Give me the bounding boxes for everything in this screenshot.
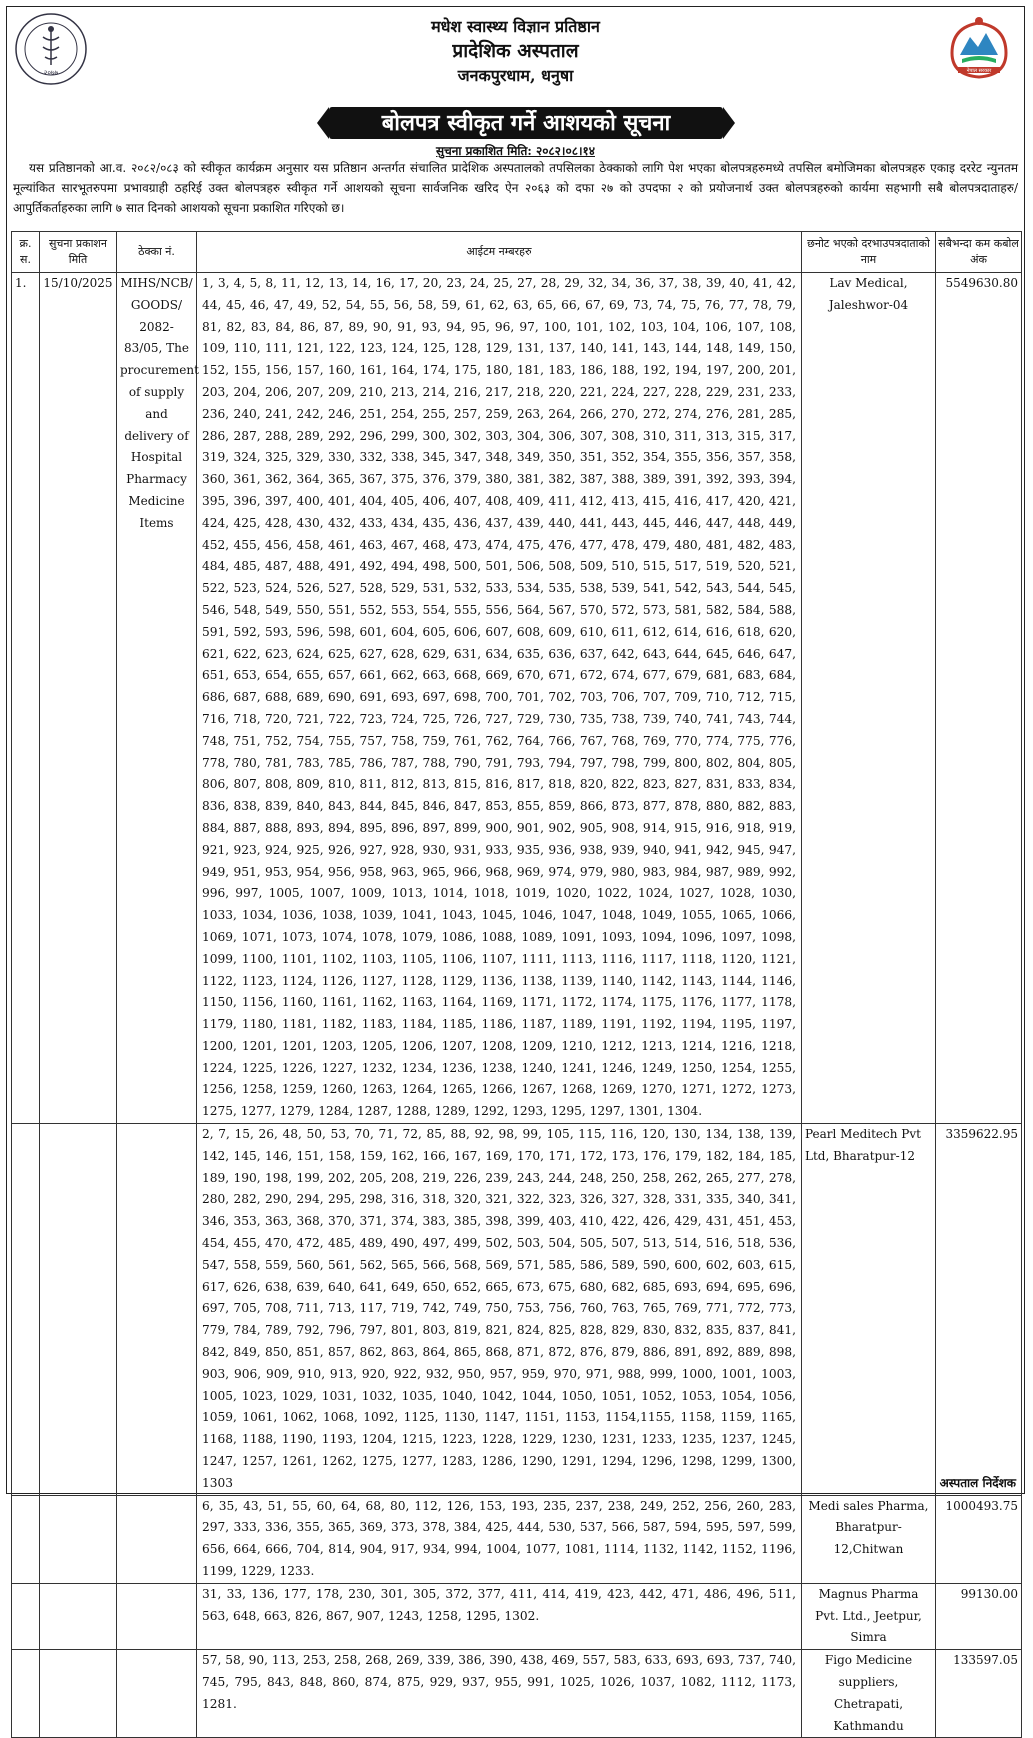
notice-banner: बोलपत्र स्वीकृत गर्ने आशयको सूचना <box>329 107 723 139</box>
table-row <box>12 1495 1022 1583</box>
publish-date: सुचना प्रकाशित मिति: २०८२।०८।१४ <box>436 144 595 158</box>
row-sn <box>12 1124 40 1496</box>
header-items: आईटम नम्बरहरु <box>197 232 802 273</box>
header-contract: ठेक्का नं. <box>117 232 197 273</box>
row-items: 1, 3, 4, 5, 8, 11, 12, 13, 14, 16, 17, 20, 23, 24, 25, 27, 28, 29, 32, 34, 36, 37, 38, 39, 40, 41, 42, 44, 45, 46, 47, 49, 52, 54, 55, 56, 58, 59, 61, 62, 63, 65, 66, 67, 69, 73, 74, 75, 76, 77, 78, 79, 81, 82, 83, 84, 86, 87, 89, 90, 91, 93, 94, 95, 96, 97, 100, 101, 102, 103, 104, 106, 107, 108, 109, 110, 111, 121, 122, 123, 124, 125, 128, 129, 131, 137, 140, 141, 143, 144, 148, 149, 150, 152, 155, 156, 157, 160, 161, 164, 174, 175, 180, 181, 183, 186, 188, 192, 194, 197, 200, 201, 203, 204, 206, 207, 209, 210, 213, 214, 216, 217, 218, 220, 221, 224, 227, 228, 229, 231, 233, 236, 240, 241, 242, 246, 251, 254, 255, 257, 259, 263, 264, 266, 270, 272, 274, 276, 281, 285, 286, 287, 288, 289, 292, 296, 299, 300, 302, 303, 304, 306, 307, 308, 310, 311, 313, 315, 317, 319, 324, 325, 329, 330, 332, 338, 345, 347, 348, 349, 350, 351, 352, 354, 355, 356, 357, 358, 360, 361, 362, 364, 365, 367, 375, 376, 379, 380, 381, 382, 387, 388, 389, 391, 392, 393, 394, 395, 396, 397, 400, 401, 404, 405, 406, 407, 408, 409, 411, 412, 413, 415, 416, 417, 420, 421, 424, 425, 428, 430, 432, 433, 434, 435, 436, 437, 439, 440, 441, 443, 445, 446, 447, 448, 449, 452, 455, 456, 458, 461, 463, 467, 468, 473, 474, 475, 476, 477, 478, 479, 480, 481, 482, 483, 484, 485, 487, 488, 491, 492, 494, 498, 500, 501, 506, 508, 509, 510, 515, 517, 519, 520, 521, 522, 523, 524, 526, 527, 528, 529, 531, 532, 533, 534, 535, 538, 539, 541, 542, 543, 544, 545, 546, 548, 549, 550, 551, 552, 553, 554, 555, 556, 564, 567, 570, 572, 573, 581, 582, 584, 588, 591, 592, 593, 596, 598, 601, 604, 605, 606, 607, 608, 609, 610, 611, 612, 614, 616, 618, 620, 621, 622, 623, 624, 625, 627, 628, 629, 631, 634, 635, 636, 637, 642, 643, 644, 645, 646, 647, 651, 653, 654, 655, 657, 661, 662, 663, 668, 669, 670, 671, 672, 674, 677, 679, 681, 683, 684, 686, 687, 688, 689, 690, 691, 693, 697, 698, 700, 701, 702, 703, 706, 707, 709, 710, 712, 715, 716, 718, 720, 721, 722, 723, 724, 725, 726, 727, 729, 730, 735, 738, 739, 740, 741, 743, 744, 748, 751, 752, 754, 755, 757, 758, 759, 761, 762, 764, 766, 767, 768, 769, 770, 774, 775, 776, 778, 780, 781, 783, 785, 786, 787, 788, 790, 791, 793, 794, 797, 798, 799, 800, 802, 804, 805, 806, 807, 808, 809, 810, 811, 812, 813, 815, 816, 817, 818, 820, 822, 823, 827, 831, 833, 834, 836, 838, 839, 840, 843, 844, 845, 846, 847, 853, 855, 859, 866, 873, 877, 878, 880, 882, 883, 884, 887, 888, 893, 894, 895, 896, 897, 899, 900, 901, 902, 905, 908, 914, 915, 916, 918, 919, 921, 923, 924, 925, 926, 927, 928, 930, 931, 933, 935, 936, 938, 939, 940, 941, 942, 945, 947, 949, 951, 953, 954, 956, 958, 963, 965, 966, 968, 969, 974, 979, 980, 983, 984, 987, 989, 992, 996, 997, 1005, 1007, 1009, 1013, 1014, 1018, 1019, 1020, 1022, 1024, 1027, 1028, 1030, 1033, 1034, 1036, 1038, 1039, 1041, 1043, 1045, 1046, 1047, 1048, 1049, 1055, 1065, 1066, 1069, 1071, 1073, 1074, 1078, 1079, 1086, 1088, 1089, 1091, 1093, 1094, 1096, 1097, 1098, 1099, 1100, 1101, 1102, 1103, 1105, 1106, 1107, 1111, 1113, 1116, 1117, 1118, 1120, 1121, 1122, 1123, 1124, 1126, 1127, 1128, 1129, 1136, 1138, 1139, 1140, 1142, 1143, 1144, 1146, 1150, 1156, 1160, 1161, 1162, 1163, 1164, 1169, 1171, 1172, 1174, 1175, 1176, 1177, 1178, 1179, 1180, 1181, 1182, 1183, 1184, 1185, 1186, 1187, 1189, 1191, 1192, 1194, 1195, 1197, 1200, 1201, 1201, 1203, 1205, 1206, 1207, 1208, 1209, 1210, 1212, 1213, 1214, 1216, 1218, 1224, 1225, 1226, 1227, 1232, 1234, 1236, 1238, 1240, 1241, 1246, 1249, 1250, 1254, 1255, 1256, 1258, 1259, 1260, 1263, 1264, 1265, 1266, 1267, 1268, 1269, 1270, 1271, 1272, 1273, 1275, 1277, 1279, 1284, 1287, 1288, 1289, 1292, 1293, 1295, 1297, 1301, 1304. <box>197 273 802 1124</box>
table-header-row <box>12 232 1022 273</box>
row-items: 6, 35, 43, 51, 55, 60, 64, 68, 80, 112, 126, 153, 193, 235, 237, 238, 249, 252, 256, 260, 283, 297, 333, 336, 355, 365, 369, 373, 378, 384, 425, 444, 530, 537, 566, 587, 594, 595, 597, 599, 656, 664, 666, 704, 814, 904, 917, 934, 994, 1004, 1077, 1081, 1114, 1132, 1142, 1152, 1196, 1199, 1229, 1233. <box>197 1495 802 1583</box>
row-date <box>40 1495 117 1583</box>
row-amount: 133597.05 <box>936 1650 1022 1738</box>
header-amount: सबैभन्दा कम कबोल अंक <box>936 232 1022 273</box>
row-bidder: Figo Medicine suppliers, Chetrapati, Kathmandu <box>802 1650 936 1738</box>
row-sn: 1. <box>12 273 40 1124</box>
row-contract: MIHS/NCB/ GOODS/ 2082- 83/05, The procurement of supply and delivery of Hospital Pharmacy Medicine Items <box>117 273 197 1124</box>
row-date <box>40 1583 117 1649</box>
row-contract <box>117 1124 197 1496</box>
row-bidder: Pearl Meditech Pvt Ltd, Bharatpur-12 <box>802 1124 936 1496</box>
row-sn <box>12 1495 40 1583</box>
table-row <box>12 1583 1022 1649</box>
row-date <box>40 1124 117 1496</box>
emblem-text: नेपाल सरकार <box>966 68 992 74</box>
header-bidder: छनोट भएको दरभाउपत्रदाताको नाम <box>802 232 936 273</box>
row-bidder: Lav Medical, Jaleshwor-04 <box>802 273 936 1124</box>
city-name: जनकपुरधाम, धनुषा <box>457 66 574 85</box>
header <box>7 7 1024 157</box>
row-amount: 1000493.75 <box>936 1495 1022 1583</box>
intro-paragraph: यस प्रतिष्ठानको आ.व. २०८२/०८३ को स्वीकृत कार्यक्रम अनुसार यस प्रतिष्ठान अन्तर्गत संचालित प्रादेशिक अस्पतालको तपसिलका ठेक्काको लागि पेश भएका बोलपत्रहरुमध्ये तपसिल बमोजिमका बोलपत्रहरु एकाइ दररेट न्युनतम मूल्यांकित सारभूतरुपमा प्रभावग्राही ठहरिई उक्त बोलपत्रहरु स्वीकृत गर्ने आशयको सूचना सार्वजनिक खरिद ऐन २०६३ को दफा २७ को उपदफा २ को प्रयोजनार्थ उक्त बोलपत्रहरुको कार्यमा सहभागी सबै बोलपत्रदाताहरु/ आपुर्तिकर्ताहरुका लागि ७ सात दिनको आशयको सूचना प्रकाशित गरिएको छ। <box>13 161 1018 215</box>
signatory-title: अस्पताल निर्देशक <box>939 1476 1016 1490</box>
notice-page <box>6 6 1025 1733</box>
row-items: 57, 58, 90, 113, 253, 258, 268, 269, 339, 386, 390, 438, 469, 557, 583, 633, 693, 693, 737, 740, 745, 795, 843, 848, 860, 874, 875, 929, 937, 955, 991, 1025, 1026, 1037, 1082, 1112, 1173, 1281. <box>197 1650 802 1738</box>
row-amount: 99130.00 <box>936 1583 1022 1649</box>
row-date <box>40 1650 117 1738</box>
row-bidder: Medi sales Pharma, Bharatpur-12,Chitwan <box>802 1495 936 1583</box>
header-sn: क्र. स. <box>12 232 40 273</box>
row-items: 31, 33, 136, 177, 178, 230, 301, 305, 372, 377, 411, 414, 419, 423, 442, 471, 486, 496, 511, 563, 648, 663, 826, 867, 907, 1243, 1258, 1295, 1302. <box>197 1583 802 1649</box>
bid-table <box>11 231 1022 1738</box>
row-sn <box>12 1650 40 1738</box>
row-contract <box>117 1495 197 1583</box>
row-bidder: Magnus Pharma Pvt. Ltd., Jeetpur, Simra <box>802 1583 936 1649</box>
row-date: 15/10/2025 <box>40 273 117 1124</box>
row-items: 2, 7, 15, 26, 48, 50, 53, 70, 71, 72, 85, 88, 92, 98, 99, 105, 115, 116, 120, 130, 134, 138, 139, 142, 145, 146, 151, 158, 159, 162, 166, 167, 169, 170, 171, 172, 173, 176, 179, 182, 184, 185, 189, 190, 198, 199, 202, 205, 208, 219, 226, 239, 243, 244, 248, 250, 258, 262, 265, 277, 278, 280, 282, 290, 294, 295, 298, 316, 318, 320, 321, 322, 323, 326, 327, 328, 331, 335, 340, 341, 346, 353, 363, 368, 370, 371, 374, 383, 385, 398, 399, 403, 410, 422, 426, 429, 431, 451, 453, 454, 455, 470, 472, 485, 489, 490, 497, 499, 502, 503, 504, 505, 507, 513, 514, 516, 518, 536, 547, 558, 559, 560, 561, 562, 565, 566, 568, 569, 571, 585, 586, 589, 590, 600, 602, 603, 615, 617, 626, 638, 639, 640, 641, 649, 650, 652, 665, 673, 675, 680, 682, 685, 693, 694, 695, 696, 697, 705, 708, 711, 713, 117, 719, 742, 749, 750, 753, 756, 760, 763, 765, 769, 771, 772, 773, 779, 784, 789, 792, 796, 797, 801, 803, 819, 821, 824, 825, 828, 829, 830, 832, 835, 837, 841, 842, 849, 850, 851, 857, 862, 863, 864, 865, 868, 871, 872, 876, 879, 886, 891, 892, 889, 898, 903, 906, 909, 910, 913, 920, 922, 932, 950, 957, 959, 970, 971, 988, 999, 1000, 1001, 1003, 1005, 1023, 1029, 1031, 1032, 1035, 1040, 1042, 1044, 1050, 1051, 1052, 1053, 1054, 1056, 1059, 1061, 1062, 1068, 1092, 1125, 1130, 1147, 1151, 1153, 1154,1155, 1158, 1159, 1165, 1168, 1188, 1190, 1193, 1204, 1215, 1223, 1228, 1229, 1230, 1231, 1233, 1235, 1237, 1245, 1247, 1257, 1261, 1262, 1275, 1277, 1283, 1286, 1290, 1291, 1294, 1296, 1298, 1299, 1300, 1303 <box>197 1124 802 1496</box>
row-amount: 5549630.80 <box>936 273 1022 1124</box>
row-amount: 3359622.95 <box>936 1124 1022 1496</box>
hospital-name: प्रादेशिक अस्पताल <box>452 40 579 62</box>
organization-name: मधेश स्वास्थ्य विज्ञान प्रतिष्ठान <box>431 17 600 36</box>
table-row <box>12 273 1022 1124</box>
row-contract <box>117 1583 197 1649</box>
seal-year: २०७७ <box>43 69 59 77</box>
nepal-emblem-icon <box>944 13 1014 83</box>
row-sn <box>12 1583 40 1649</box>
table-row <box>12 1650 1022 1738</box>
row-contract <box>117 1650 197 1738</box>
header-date: सुचना प्रकाशन मिति <box>40 232 117 273</box>
table-row <box>12 1124 1022 1496</box>
